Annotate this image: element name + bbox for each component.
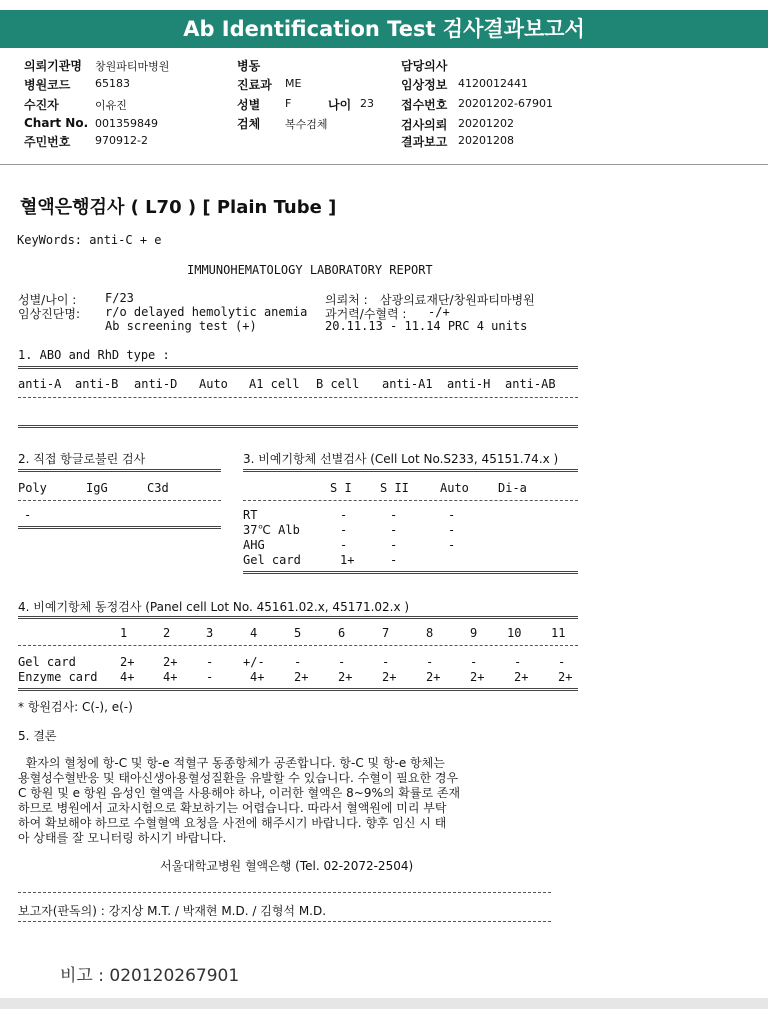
screen-gel-sii: - xyxy=(390,553,398,567)
request-date-label: 검사의뢰 xyxy=(401,118,448,132)
abo-title: 1. ABO and RhD type : xyxy=(18,348,170,362)
lab-report-title: IMMUNOHEMATOLOGY LABORATORY REPORT xyxy=(187,263,433,277)
remark: 비고 : 020120267901 xyxy=(60,966,240,986)
age-value: 23 xyxy=(360,97,374,110)
abo-col-b-cell: B cell xyxy=(316,377,360,391)
diagnosis-line2: Ab screening test (+) xyxy=(105,319,257,333)
panel-col-7: 7 xyxy=(382,626,390,640)
screen-phase-gel: Gel card xyxy=(243,553,301,567)
abo-col-anti-h: anti-H xyxy=(447,377,491,391)
specimen-value: 복수검체 xyxy=(285,118,328,131)
dat-title: 2. 직접 항글로불린 검사 xyxy=(18,452,146,466)
chart-no-value: 001359849 xyxy=(95,117,158,130)
sex-age-label: 성별/나이 : xyxy=(18,293,77,307)
panel-col-8: 8 xyxy=(426,626,434,640)
conclusion-line-4: 하므로 병원에서 교차시험으로 확보하기는 어렵습니다. 따라서 혈액원에 미리 부탁 xyxy=(18,801,447,815)
conclusion-line-3: C 항원 및 e 항원 음성인 혈액을 사용해야 하나, 이러한 혈액은 8~9%의 확률로 존재 xyxy=(18,786,461,800)
hospital-code-value: 65183 xyxy=(95,77,130,90)
panel-gel-7: - xyxy=(382,655,390,669)
patient-label: 수진자 xyxy=(24,98,59,112)
screen-ahg-sii: - xyxy=(390,538,398,552)
panel-enzyme-5: 2+ xyxy=(294,670,309,684)
diagnosis-line1: r/o delayed hemolytic anemia xyxy=(105,305,308,319)
panel-enzyme-8: 2+ xyxy=(426,670,441,684)
patient-value: 이유진 xyxy=(95,99,127,112)
panel-enzyme-1: 4+ xyxy=(120,670,135,684)
panel-bottom-line xyxy=(18,688,578,691)
panel-gel-2: 2+ xyxy=(163,655,178,669)
panel-col-11: 11 xyxy=(551,626,566,640)
reporter-bottom-line xyxy=(18,921,551,922)
screen-alb-si: - xyxy=(340,523,348,537)
conclusion-line-6: 아 상태를 잘 모니터링 하시기 바랍니다. xyxy=(18,831,227,845)
diagnosis-label: 임상진단명: xyxy=(18,307,81,321)
receipt-no-value: 20201202-67901 xyxy=(458,97,553,110)
referral-label: 의뢰처 : xyxy=(325,293,368,307)
screen-phase-ahg: AHG xyxy=(243,538,265,552)
screen-col-dia: Di-a xyxy=(498,481,527,495)
panel-gel-1: 2+ xyxy=(120,655,135,669)
panel-enzyme-3: - xyxy=(206,670,214,684)
screen-rt-si: - xyxy=(340,508,348,522)
sex-label: 성별 xyxy=(237,98,261,112)
panel-col-1: 1 xyxy=(120,626,128,640)
panel-enzyme-6: 2+ xyxy=(338,670,353,684)
department-value: ME xyxy=(285,77,302,90)
specimen-label: 검체 xyxy=(237,117,261,131)
conclusion-line-1: 환자의 혈청에 항-C 및 항-e 적혈구 동종항체가 공존합니다. 항-C 및 항-e 항체는 xyxy=(18,756,445,770)
transfusion-history: 20.11.13 - 11.14 PRC 4 units xyxy=(325,319,528,333)
panel-col-5: 5 xyxy=(294,626,302,640)
sex-age-value: F/23 xyxy=(105,291,134,305)
report-date-label: 결과보고 xyxy=(401,135,448,149)
physician-label: 담당의사 xyxy=(401,59,448,73)
screen-col-auto: Auto xyxy=(440,481,469,495)
screen-rt-sii: - xyxy=(390,508,398,522)
screen-phase-rt: RT xyxy=(243,508,258,522)
panel-row-gel: Gel card xyxy=(18,655,76,669)
panel-col-3: 3 xyxy=(206,626,214,640)
panel-enzyme-7: 2+ xyxy=(382,670,397,684)
clinical-info-value: 4120012441 xyxy=(458,77,528,90)
screen-gel-si: 1+ xyxy=(340,553,355,567)
institution: 서울대학교병원 혈액은행 (Tel. 02-2072-2504) xyxy=(160,859,414,873)
receipt-no-label: 접수번호 xyxy=(401,98,448,112)
panel-mid-line xyxy=(18,645,578,646)
panel-gel-8: - xyxy=(426,655,434,669)
page-bottom-band xyxy=(0,998,768,1009)
conclusion-title: 5. 결론 xyxy=(18,729,57,743)
department-label: 진료과 xyxy=(237,78,272,92)
panel-col-10: 10 xyxy=(507,626,522,640)
screen-ahg-si: - xyxy=(340,538,348,552)
resident-no-value: 970912-2 xyxy=(95,134,148,147)
panel-gel-9: - xyxy=(470,655,478,669)
hospital-code-label: 병원코드 xyxy=(24,78,71,92)
header-divider xyxy=(0,164,768,165)
dat-mid-line xyxy=(18,500,221,501)
dat-value-poly: - xyxy=(24,508,32,522)
panel-col-4: 4 xyxy=(250,626,258,640)
screen-bottom-line xyxy=(243,571,578,574)
abo-double-line xyxy=(18,366,578,369)
panel-enzyme-9: 2+ xyxy=(470,670,485,684)
chart-no-label: Chart No. xyxy=(24,116,89,130)
dat-col-igg: IgG xyxy=(86,481,108,495)
panel-col-6: 6 xyxy=(338,626,346,640)
panel-gel-5: - xyxy=(294,655,302,669)
report-date-value: 20201208 xyxy=(458,134,514,147)
antigen-test: * 항원검사: C(-), e(-) xyxy=(18,700,133,714)
screen-alb-auto: - xyxy=(448,523,456,537)
panel-enzyme-2: 4+ xyxy=(163,670,178,684)
panel-top-line xyxy=(18,616,578,619)
referral-value: 삼광의료재단/창원파티마병원 xyxy=(380,293,535,307)
panel-title: 4. 비예기항체 동정검사 (Panel cell Lot No. 45161.02.x, 45171.02.x ) xyxy=(18,600,410,614)
panel-enzyme-11: 2+ xyxy=(558,670,573,684)
reporter-top-line xyxy=(18,892,551,893)
sex-value: F xyxy=(285,97,292,110)
dat-col-c3d: C3d xyxy=(147,481,169,495)
screen-ahg-auto: - xyxy=(448,538,456,552)
panel-col-9: 9 xyxy=(470,626,478,640)
screen-top-line xyxy=(243,469,578,472)
abo-single-line xyxy=(18,397,578,398)
panel-gel-10: - xyxy=(514,655,522,669)
panel-enzyme-10: 2+ xyxy=(514,670,529,684)
panel-row-enzyme: Enzyme card xyxy=(18,670,98,684)
abo-bottom-double-line xyxy=(18,425,578,428)
screen-col-si: S I xyxy=(330,481,352,495)
reporter: 보고자(판독의) : 강지상 M.T. / 박재현 M.D. / 김형석 M.D. xyxy=(18,904,327,918)
conclusion-line-5: 하여 확보해야 하므로 수혈혈액 요청을 사전에 해주시기 바랍니다. 향후 임신 시 태 xyxy=(18,816,447,830)
screen-phase-alb: 37℃ Alb xyxy=(243,523,300,537)
abo-col-anti-d: anti-D xyxy=(134,377,178,391)
clinical-info-label: 임상정보 xyxy=(401,78,448,92)
panel-gel-11: - xyxy=(558,655,566,669)
dat-bottom-line xyxy=(18,526,221,529)
screen-mid-line xyxy=(243,500,578,501)
dat-top-line xyxy=(18,469,221,472)
abo-col-anti-a1: anti-A1 xyxy=(382,377,433,391)
request-date-value: 20201202 xyxy=(458,117,514,130)
report-title: Ab Identification Test 검사결과보고서 xyxy=(0,10,768,48)
panel-gel-6: - xyxy=(338,655,346,669)
resident-no-label: 주민번호 xyxy=(24,135,71,149)
history-value: -/+ xyxy=(428,305,450,319)
abo-col-anti-b: anti-B xyxy=(75,377,119,391)
keywords: KeyWords: anti-C + e xyxy=(17,233,162,247)
abo-col-anti-ab: anti-AB xyxy=(505,377,556,391)
screen-rt-auto: - xyxy=(448,508,456,522)
dat-col-poly: Poly xyxy=(18,481,47,495)
screen-col-sii: S II xyxy=(380,481,409,495)
abo-col-anti-a: anti-A xyxy=(18,377,62,391)
panel-gel-4: +/- xyxy=(243,655,265,669)
abo-col-a1-cell: A1 cell xyxy=(249,377,300,391)
hospital-name-label: 의뢰기관명 xyxy=(24,59,82,73)
screen-alb-sii: - xyxy=(390,523,398,537)
conclusion-line-2: 용혈성수혈반응 및 태아신생아용혈성질환을 유발할 수 있습니다. 수혈이 필요한 경우 xyxy=(18,771,459,785)
hospital-name-value: 창원파티마병원 xyxy=(95,60,170,73)
panel-col-2: 2 xyxy=(163,626,171,640)
section-title: 혈액은행검사 ( L70 ) [ Plain Tube ] xyxy=(20,197,337,218)
panel-gel-3: - xyxy=(206,655,214,669)
history-label: 과거력/수혈력 : xyxy=(325,307,407,321)
ward-label: 병동 xyxy=(237,59,261,73)
age-label: 나이 xyxy=(328,98,352,112)
screen-title: 3. 비예기항체 선별검사 (Cell Lot No.S233, 45151.74.x ) xyxy=(243,452,559,466)
panel-enzyme-4: 4+ xyxy=(250,670,265,684)
abo-col-auto: Auto xyxy=(199,377,228,391)
